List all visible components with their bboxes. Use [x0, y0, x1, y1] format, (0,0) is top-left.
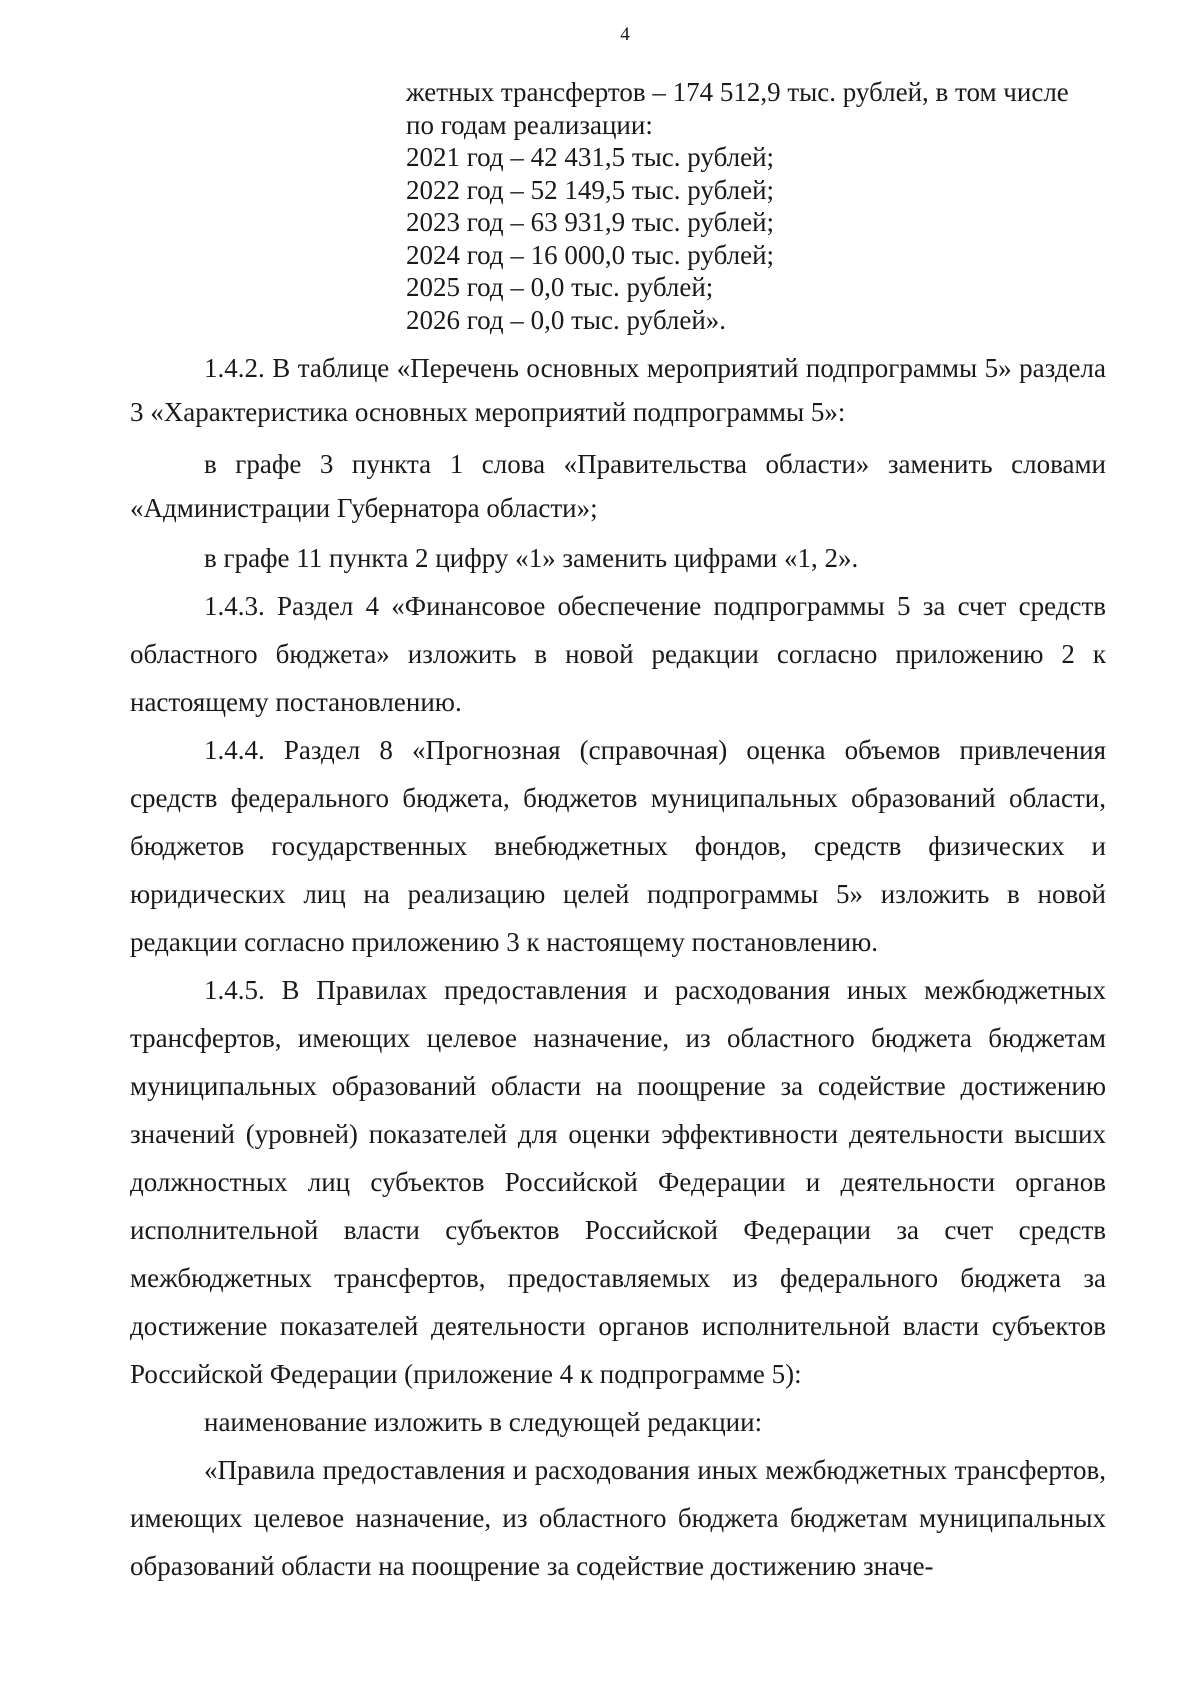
paragraph-replace-words: в графе 3 пункта 1 слова «Правительства области» заменить словами «Администрации Губернатора области»;: [130, 449, 1106, 523]
paragraph-1-4-3: 1.4.3. Раздел 4 «Финансовое обеспечение подпрограммы 5 за счет средств областного бюджета» изложить в новой редакции согласно приложению 2 к настоящему постановлению.: [130, 591, 1106, 717]
year-line-2024: 2024 год – 16 000,0 тыс. рублей;: [406, 239, 775, 270]
paragraph-1-4-4: 1.4.4. Раздел 8 «Прогнозная (справочная) оценка объемов привлечения средств федерального бюджета, бюджетов муниципальных образований области, бюджетов государственных внебюджетных фондов, средств физических и юридических лиц на реализацию целей подпрограммы 5» изложить в новой редакции согласно приложению 3 к настоящему постановлению.: [130, 735, 1106, 957]
text-line: жетных трансфертов – 174 512,9 тыс. рублей, в том числе: [406, 77, 1069, 107]
funding-by-year-block: [406, 76, 1106, 336]
page-number: 4: [620, 24, 630, 45]
year-line-2021: 2021 год – 42 431,5 тыс. рублей;: [406, 142, 775, 172]
paragraph-name-edit: наименование изложить в следующей редакции:: [204, 1407, 763, 1437]
text-line: по годам реализации:: [406, 109, 653, 140]
year-line-2026: 2026 год – 0,0 тыс. рублей».: [406, 304, 727, 335]
paragraph-1-4-5: 1.4.5. В Правилах предоставления и расходования иных межбюджетных трансфертов, имеющих целевое назначение, из областного бюджета бюджетам муниципальных образований области на поощрение за содействие достижению значений (уровней) показателей для оценки эффективности деятельности высших должностных лиц субъектов Российской Федерации и деятельности органов исполнительной власти субъектов Российской Федерации за счет средств межбюджетных трансфертов, предоставляемых из федерального бюджета за достижение показателей деятельности органов исполнительной власти субъектов Российской Федерации (приложение 4 к подпрограмме 5):: [130, 975, 1106, 1389]
year-line-2022: 2022 год – 52 149,5 тыс. рублей;: [406, 174, 775, 205]
year-line-2025: 2025 год – 0,0 тыс. рублей;: [406, 272, 714, 302]
year-line-2023: 2023 год – 63 931,9 тыс. рублей;: [406, 207, 775, 237]
paragraph-rules-title: «Правила предоставления и расходования иных межбюджетных трансфертов, имеющих целевое назначение, из областного бюджета бюджетам муниципальных образований области на поощрение за содействие достижению значе-: [130, 1455, 1106, 1581]
paragraph-replace-digits: в графе 11 пункта 2 цифру «1» заменить цифрами «1, 2».: [204, 543, 859, 573]
document-body: [130, 346, 1106, 1590]
paragraph-1-4-2: 1.4.2. В таблице «Перечень основных мероприятий подпрограммы 5» раздела 3 «Характеристика основных мероприятий подпрограммы 5»:: [130, 353, 1106, 427]
